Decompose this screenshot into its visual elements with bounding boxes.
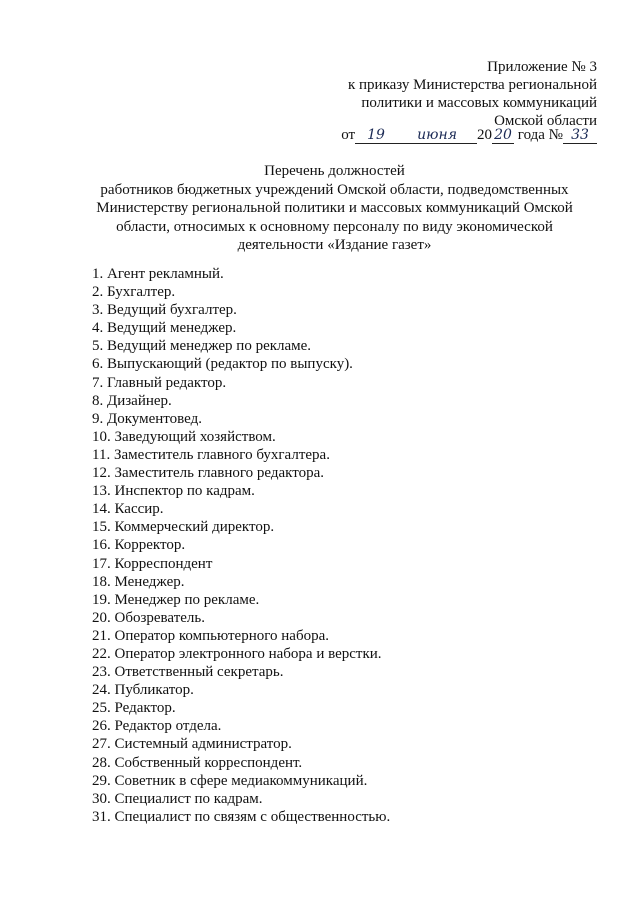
list-item: 9. Документовед. [92, 410, 202, 427]
list-item: 31. Специалист по связям с общественностью. [92, 808, 391, 825]
list-item: 1. Агент рекламный. [92, 266, 224, 282]
list-item: 16. Корректор. [92, 537, 186, 554]
list-item: 21. Оператор компьютерного набора. [92, 627, 329, 644]
list-item: 19. Менеджер по рекламе. [92, 591, 260, 608]
list-item: 17. Корреспондент [92, 555, 213, 572]
list-item: 6. Выпускающий (редактор по выпуску). [92, 356, 353, 373]
list-item: 14. Кассир. [92, 501, 164, 518]
list-item: 10. Заведующий хозяйством. [92, 428, 276, 445]
date-day-handwritten: 19 [355, 127, 397, 144]
title-line: Перечень должностей [264, 163, 405, 179]
list-item: 8. Дизайнер. [92, 392, 172, 409]
list-item: 3. Ведущий бухгалтер. [92, 302, 237, 319]
list-item: 12. Заместитель главного редактора. [92, 465, 325, 482]
list-item: 2. Бухгалтер. [92, 284, 176, 301]
list-item: 30. Специалист по кадрам. [92, 790, 263, 807]
ministry-name-line: политики и массовых коммуникаций [361, 95, 597, 111]
list-item: 20. Обозреватель. [92, 609, 205, 626]
title-line: деятельности «Издание газет» [237, 237, 432, 253]
list-item: 5. Ведущий менеджер по рекламе. [92, 338, 312, 355]
list-item: 26. Редактор отдела. [92, 718, 222, 735]
list-item: 22. Оператор электронного набора и верстки. [92, 645, 382, 662]
order-date-line [341, 126, 597, 144]
date-prefix: от [341, 127, 356, 143]
title-line: области, относимых к основному персоналу по виду экономической [116, 218, 553, 235]
document-title [60, 162, 609, 255]
list-item: 13. Инспектор по кадрам. [92, 483, 255, 500]
list-item: 15. Коммерческий директор. [92, 519, 275, 536]
list-item: 23. Ответственный секретарь. [92, 664, 284, 681]
list-item: 28. Собственный корреспондент. [92, 754, 303, 771]
list-item: 27. Системный администратор. [92, 736, 292, 753]
date-year-handwritten: 20 [492, 127, 514, 144]
order-number-handwritten: 33 [563, 127, 597, 144]
date-year-prefix: 20 [477, 127, 493, 143]
list-item: 25. Редактор. [92, 700, 176, 717]
date-month-handwritten: июня [397, 127, 477, 144]
list-item: 11. Заместитель главного бухгалтера. [92, 446, 330, 463]
appendix-number: Приложение № 3 [487, 59, 597, 75]
list-item: 24. Публикатор. [92, 682, 194, 699]
list-item: 7. Главный редактор. [92, 374, 227, 391]
title-line: Министерству региональной политики и массовых коммуникаций Омской [96, 200, 573, 216]
date-year-word: года № [514, 127, 563, 143]
list-item: 4. Ведущий менеджер. [92, 320, 237, 337]
title-line: работников бюджетных учреждений Омской области, подведомственных [100, 181, 569, 198]
region-line: Омской области [494, 113, 597, 129]
order-reference-line: к приказу Министерства региональной [347, 77, 597, 93]
list-item: 18. Менеджер. [92, 573, 185, 590]
positions-list [92, 265, 390, 826]
list-item: 29. Советник в сфере медиакоммуникаций. [92, 772, 368, 789]
appendix-header [348, 58, 597, 130]
